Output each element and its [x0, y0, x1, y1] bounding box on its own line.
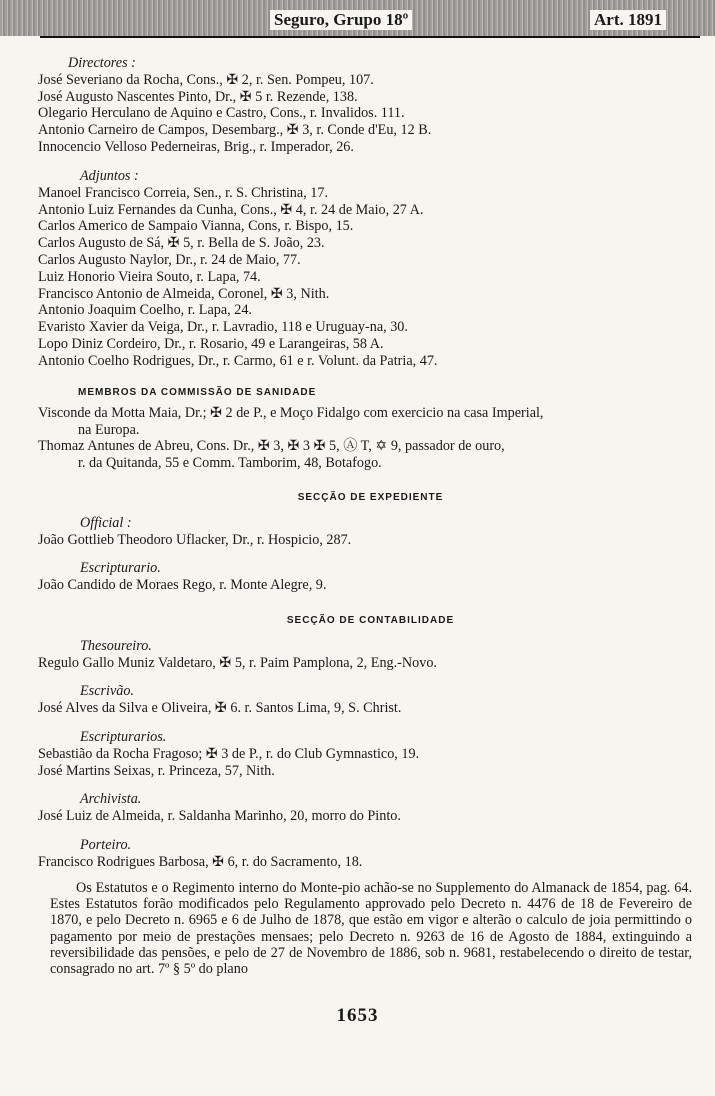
list-item: José Martins Seixas, r. Princeza, 57, Nith.: [38, 762, 275, 779]
list-item: Manoel Francisco Correia, Sen., r. S. Christina, 17.: [38, 184, 329, 201]
list-item: Carlos Augusto Naylor, Dr., r. 24 de Maio, 77.: [38, 251, 301, 268]
contabilidade-section: [38, 613, 703, 871]
header-title: Seguro, Grupo 18º: [270, 10, 412, 30]
list-item: Francisco Rodrigues Barbosa, ✠ 6, r. do Sacramento, 18.: [38, 853, 363, 870]
list-item: Visconde da Motta Maia, Dr.; ✠ 2 de P., e Moço Fidalgo com exercicio na casa Imperial,: [38, 404, 544, 421]
list-item: João Candido de Moraes Rego, r. Monte Alegre, 9.: [38, 577, 327, 594]
directores-heading: Directores :: [68, 55, 136, 71]
contabilidade-heading: SECÇÃO DE CONTABILIDADE: [286, 615, 455, 626]
list-item: Innocencio Velloso Pederneiras, Brig., r. Imperador, 26.: [38, 138, 354, 155]
list-item: Lopo Diniz Cordeiro, Dr., r. Rosario, 49 e Larangeiras, 58 A.: [38, 335, 384, 352]
list-item: na Europa.: [78, 421, 140, 438]
list-item: Francisco Antonio de Almeida, Coronel, ✠ 3, Nith.: [38, 285, 330, 302]
archivista-heading: Archivista.: [80, 791, 142, 808]
escripturarios-heading: Escripturarios.: [80, 728, 167, 745]
running-header: [0, 6, 715, 36]
porteiro-heading: Porteiro.: [80, 836, 132, 853]
sanidade-section: [38, 385, 703, 472]
list-item: Sebastião da Rocha Fragoso; ✠ 3 de P., r. do Club Gymnastico, 19.: [38, 745, 420, 762]
header-rule: [40, 36, 700, 38]
header-ref: Art. 1891: [590, 10, 666, 30]
directores-section: [38, 55, 703, 156]
body-paragraph: Os Estatutos e o Regimento interno do Monte-pio achão-se no Supplemento do Almanack de 1854, pag. 64. Estes Estatutos forão modificados pelo Regulamento approvado pelo Decreto n. 4476 de 18 de Fevereiro de 1870, e pelo Decreto n. 6965 e 6 de Julho de 1878, que estão em vigor e alterão o calculo de joia permittindo o pagamento por meio de prestações mensaes; pelo Decreto n. 9263 de 16 de Agosto de 1884, extinguindo a reversibilidade das pensões, e pelo de 27 de Novembro de 1886, sob n. 9681, restabelecendo o direito de testar, consagrado no art. 7º § 5º do plano: [50, 880, 692, 978]
list-item: José Augusto Nascentes Pinto, Dr., ✠ 5 r. Rezende, 138.: [38, 88, 358, 105]
list-item: Antonio Joaquim Coelho, r. Lapa, 24.: [38, 302, 252, 319]
list-item: Antonio Coelho Rodrigues, Dr., r. Carmo, 61 e r. Volunt. da Patria, 47.: [38, 352, 438, 369]
escrivao-heading: Escrivão.: [80, 683, 134, 700]
expediente-heading: SECÇÃO DE EXPEDIENTE: [297, 492, 444, 503]
list-item: José Severiano da Rocha, Cons., ✠ 2, r. Sen. Pompeu, 107.: [38, 71, 374, 88]
list-item: Thomaz Antunes de Abreu, Cons. Dr., ✠ 3, ✠ 3 ✠ 5, Ⓐ T, ✡ 9, passador de ouro,: [38, 438, 505, 455]
list-item: João Gottlieb Theodoro Uflacker, Dr., r. Hospicio, 287.: [38, 531, 352, 548]
expediente-section: [38, 490, 703, 594]
list-item: Olegario Herculano de Aquino e Castro, Cons., r. Invalidos. 111.: [38, 105, 405, 122]
list-item: José Alves da Silva e Oliveira, ✠ 6. r. Santos Lima, 9, S. Christ.: [38, 700, 402, 717]
sanidade-heading: MEMBROS DA COMMISSÃO DE SANIDADE: [78, 387, 317, 398]
list-item: Carlos Augusto de Sá, ✠ 5, r. Bella de S. João, 23.: [38, 235, 325, 252]
adjuntos-heading: Adjuntos :: [80, 168, 139, 184]
list-item: r. da Quitanda, 55 e Comm. Tamborim, 48, Botafogo.: [78, 455, 382, 472]
list-item: José Luiz de Almeida, r. Saldanha Marinho, 20, morro do Pinto.: [38, 808, 401, 825]
official-heading: Official :: [80, 514, 132, 531]
thesoureiro-heading: Thesoureiro.: [80, 637, 152, 654]
list-item: Carlos Americo de Sampaio Vianna, Cons, r. Bispo, 15.: [38, 218, 354, 235]
adjuntos-section: [38, 168, 703, 370]
page-number: 1653: [336, 1005, 379, 1026]
list-item: Antonio Carneiro de Campos, Desembarg., ✠ 3, r. Conde d'Eu, 12 B.: [38, 122, 432, 139]
escripturario-heading: Escripturario.: [80, 560, 161, 577]
list-item: Antonio Luiz Fernandes da Cunha, Cons., ✠ 4, r. 24 de Maio, 27 A.: [38, 201, 424, 218]
list-item: Regulo Gallo Muniz Valdetaro, ✠ 5, r. Paim Pamplona, 2, Eng.-Novo.: [38, 654, 437, 671]
list-item: Evaristo Xavier da Veiga, Dr., r. Lavradio, 118 e Uruguay-na, 30.: [38, 319, 408, 336]
list-item: Luiz Honorio Vieira Souto, r. Lapa, 74.: [38, 268, 261, 285]
